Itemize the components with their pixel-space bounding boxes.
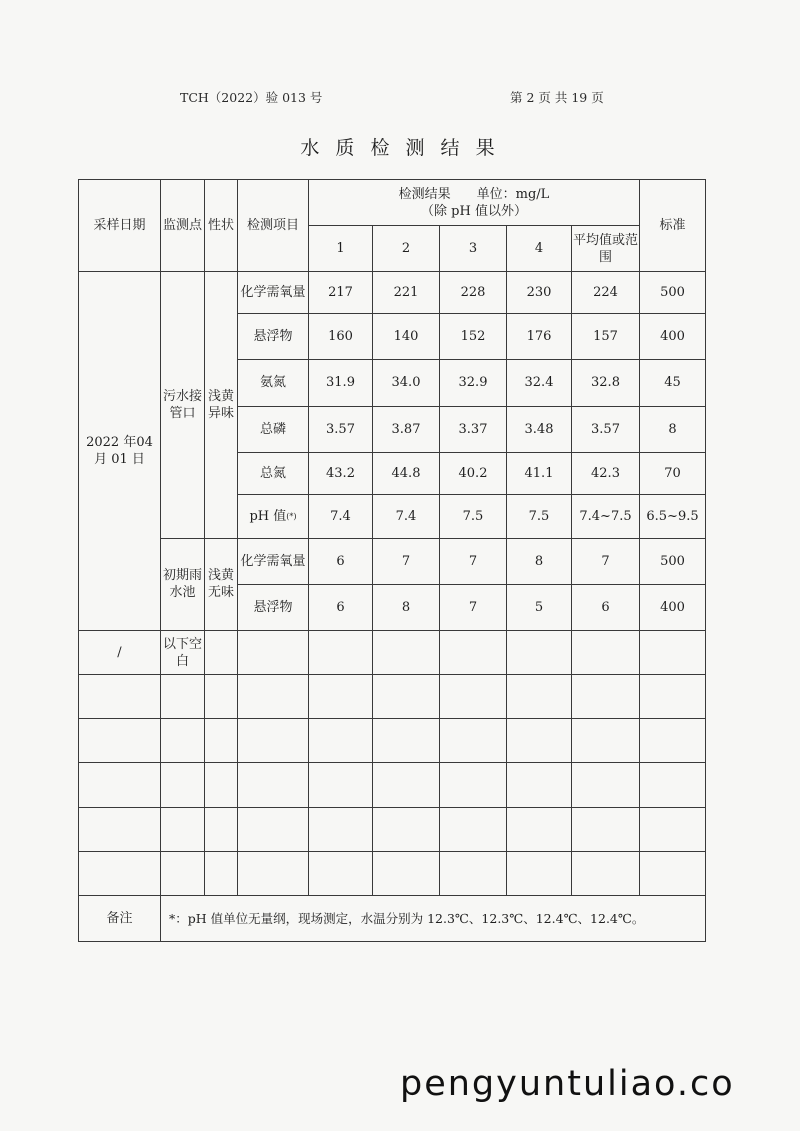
col-results (309, 180, 640, 226)
item-cell: 氨氮 (238, 360, 309, 406)
results-unit-label: 检测结果 单位：mg/L (398, 186, 550, 202)
remark-row (79, 895, 706, 941)
avg-cell: 6 (572, 584, 640, 630)
avg-cell: 42.3 (572, 452, 640, 494)
table-row (79, 538, 706, 584)
value-cell: 8 (507, 538, 572, 584)
slash-cell: / (79, 631, 161, 675)
standard-cell: 400 (640, 314, 706, 360)
standard-cell: 500 (640, 272, 706, 314)
value-cell: 3.37 (440, 406, 507, 452)
col-sample-date: 采样日期 (79, 180, 161, 272)
avg-cell: 7.4~7.5 (572, 494, 640, 538)
value-cell: 7 (373, 538, 440, 584)
sub-header-avg: 平均值或范围 (572, 226, 640, 272)
value-cell: 7.5 (440, 494, 507, 538)
value-cell: 176 (507, 314, 572, 360)
value-cell: 230 (507, 272, 572, 314)
value-cell: 221 (373, 272, 440, 314)
remark-label: 备注 (79, 895, 161, 941)
value-cell: 32.9 (440, 360, 507, 406)
value-cell: 7.4 (309, 494, 373, 538)
sub-header-1: 1 (309, 226, 373, 272)
sample-date: 2022 年04 月 01 日 (79, 272, 161, 631)
table-row (79, 807, 706, 851)
value-cell: 5 (507, 584, 572, 630)
results-exception-label: （除 pH 值以外） (421, 203, 527, 219)
standard-cell: 6.5~9.5 (640, 494, 706, 538)
item-cell: 悬浮物 (238, 314, 309, 360)
value-cell: 31.9 (309, 360, 373, 406)
table-row (79, 631, 706, 675)
results-table (78, 179, 706, 942)
value-cell: 8 (373, 584, 440, 630)
avg-cell: 7 (572, 538, 640, 584)
value-cell: 7 (440, 538, 507, 584)
value-cell: 6 (309, 538, 373, 584)
table-row (79, 719, 706, 763)
value-cell: 3.57 (309, 406, 373, 452)
item-cell: 化学需氧量 (238, 272, 309, 314)
value-cell: 3.48 (507, 406, 572, 452)
standard-cell: 70 (640, 452, 706, 494)
value-cell: 44.8 (373, 452, 440, 494)
footnote-marker: (*) (286, 511, 297, 521)
value-cell: 41.1 (507, 452, 572, 494)
value-cell: 34.0 (373, 360, 440, 406)
standard-cell: 45 (640, 360, 706, 406)
page-info: 第 2 页 共 19 页 (510, 90, 604, 105)
avg-cell: 224 (572, 272, 640, 314)
item-cell: 总氮 (238, 452, 309, 494)
report-number: TCH（2022）验 013 号 (180, 90, 323, 105)
standard-cell: 400 (640, 584, 706, 630)
below-blank-cell: 以下空白 (161, 631, 205, 675)
table-row (79, 675, 706, 719)
value-cell: 228 (440, 272, 507, 314)
col-property: 性状 (205, 180, 238, 272)
value-cell: 7.5 (507, 494, 572, 538)
avg-cell: 157 (572, 314, 640, 360)
value-cell: 32.4 (507, 360, 572, 406)
value-cell: 152 (440, 314, 507, 360)
sub-header-3: 3 (440, 226, 507, 272)
value-cell: 7 (440, 584, 507, 630)
value-cell: 217 (309, 272, 373, 314)
value-cell: 7.4 (373, 494, 440, 538)
item-cell: 化学需氧量 (238, 538, 309, 584)
monitor-point: 污水接管口 (161, 272, 205, 539)
value-cell: 43.2 (309, 452, 373, 494)
monitor-point: 初期雨水池 (161, 538, 205, 630)
watermark-text: pengyuntuliao.co (400, 1064, 735, 1104)
sub-header-2: 2 (373, 226, 440, 272)
col-point: 监测点 (161, 180, 205, 272)
value-cell: 3.87 (373, 406, 440, 452)
table-row (79, 851, 706, 895)
remark-text: *：pH 值单位无量纲，现场测定，水温分别为 12.3℃、12.3℃、12.4℃、12.4℃。 (161, 895, 706, 941)
avg-cell: 32.8 (572, 360, 640, 406)
col-standard: 标准 (640, 180, 706, 272)
value-cell: 160 (309, 314, 373, 360)
table-row (79, 763, 706, 807)
value-cell: 40.2 (440, 452, 507, 494)
standard-cell: 8 (640, 406, 706, 452)
standard-cell: 500 (640, 538, 706, 584)
item-cell: 总磷 (238, 406, 309, 452)
item-cell: 悬浮物 (238, 584, 309, 630)
sub-header-4: 4 (507, 226, 572, 272)
col-item: 检测项目 (238, 180, 309, 272)
property: 浅黄无味 (205, 538, 238, 630)
page-title: 水 质 检 测 结 果 (300, 137, 500, 159)
value-cell: 6 (309, 584, 373, 630)
value-cell: 140 (373, 314, 440, 360)
avg-cell: 3.57 (572, 406, 640, 452)
property: 浅黄异味 (205, 272, 238, 539)
table-row (79, 272, 706, 314)
item-cell: pH 值(*) (238, 494, 309, 538)
